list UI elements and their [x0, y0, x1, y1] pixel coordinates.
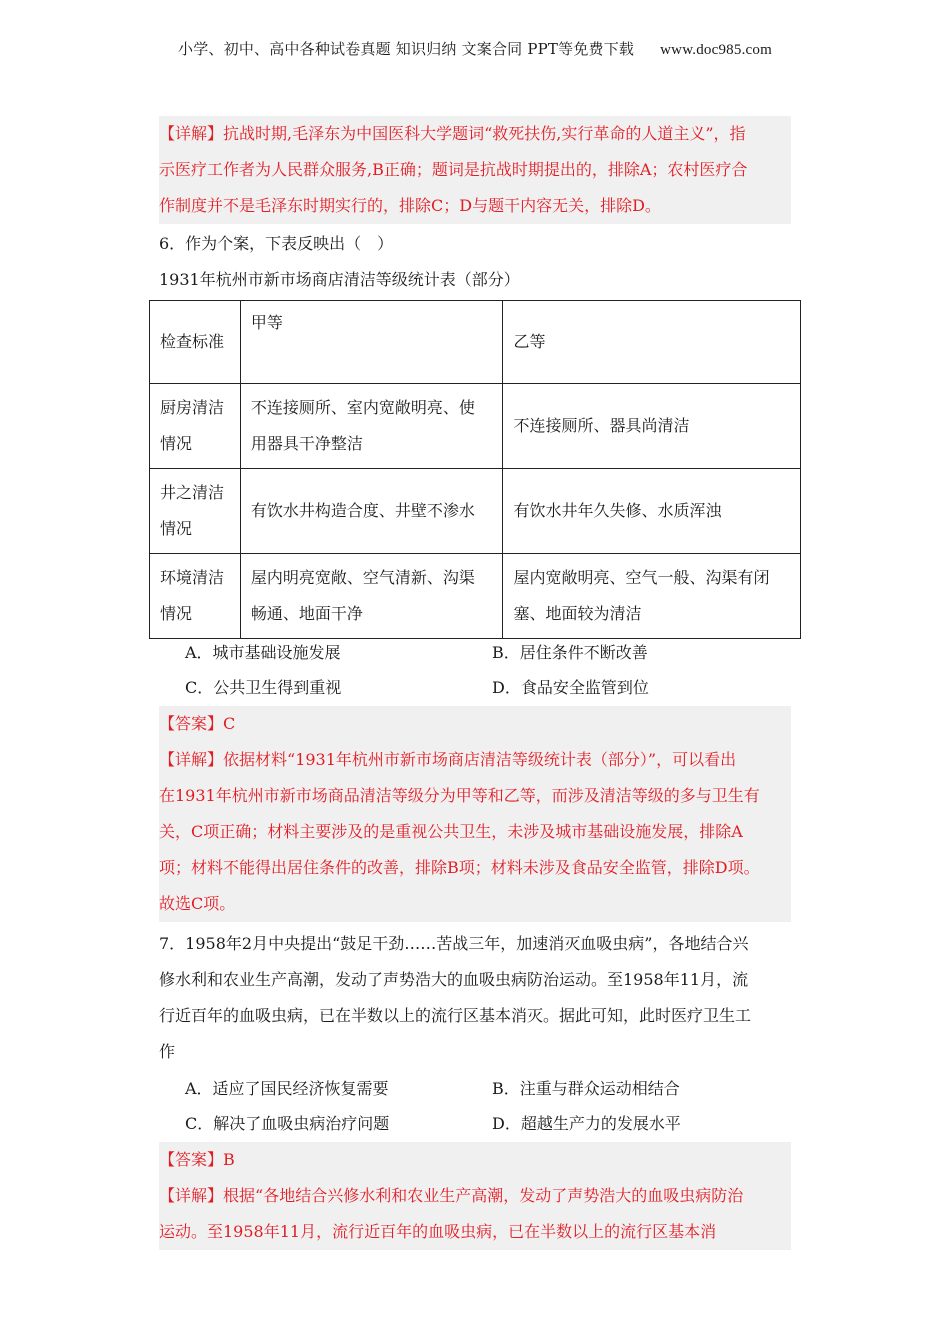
q7-stem-line: 修水利和农业生产高潮，发动了声势浩大的血吸虫病防治运动。至1958年11月，流: [159, 970, 749, 989]
answer-value: C: [223, 714, 236, 733]
q7-option-b[interactable]: B．注重与群众运动相结合: [492, 1079, 680, 1098]
q7-answer: 【答案】B: [159, 1150, 235, 1169]
page-header: [0, 38, 950, 59]
q6-option-a[interactable]: A．城市基础设施发展: [185, 643, 341, 662]
q7-answer-detail: [159, 1142, 791, 1250]
q7-option-a[interactable]: A．适应了国民经济恢复需要: [185, 1079, 389, 1098]
q7-stem-line: 7．1958年2月中央提出“鼓足干劲……苦战三年，加速消灭血吸虫病”，各地结合兴: [159, 934, 749, 953]
table-cell: 井之清洁 情况: [150, 469, 241, 554]
q7-detail-line: 运动。至1958年11月，流行近百年的血吸虫病，已在半数以上的流行区基本消: [159, 1222, 717, 1241]
q6-option-b[interactable]: B．居住条件不断改善: [492, 643, 648, 662]
table-header-cell: 乙等: [503, 301, 801, 384]
table-row: [150, 469, 801, 554]
q6-table-title: 1931年杭州市新市场商店清洁等级统计表（部分）: [159, 270, 520, 289]
q6-answer: 【答案】C: [159, 714, 236, 733]
q7-question: [159, 926, 791, 1070]
q6-detail-line: 关，C项正确；材料主要涉及的是重视公共卫生，未涉及城市基础设施发展，排除A: [159, 822, 743, 841]
q5-detail-line: 示医疗工作者为人民群众服务,B正确；题词是抗战时期提出的，排除A；农村医疗合: [159, 160, 748, 179]
q6-option-c[interactable]: C．公共卫生得到重视: [185, 678, 342, 697]
table-cell: 有饮水井年久失修、水质浑浊: [503, 469, 801, 554]
q6-table-title-block: [159, 262, 791, 298]
cleanliness-table: [149, 300, 801, 639]
table-cell: 厨房清洁 情况: [150, 384, 241, 469]
table-cell: 屋内宽敞明亮、空气一般、沟渠有闭 塞、地面较为清洁: [503, 554, 801, 639]
q6-stem: 6．作为个案，下表反映出（ ）: [159, 234, 394, 253]
q5-detail-line: 作制度并不是毛泽东时期实行的，排除C；D与题干内容无关，排除D。: [159, 196, 661, 215]
table-cell: 环境清洁 情况: [150, 554, 241, 639]
table-row: [150, 384, 801, 469]
q7-stem-line: 行近百年的血吸虫病，已在半数以上的流行区基本消灭。据此可知，此时医疗卫生工: [159, 1006, 752, 1025]
q7-stem-line: 作: [159, 1042, 176, 1061]
answer-value: B: [223, 1150, 235, 1169]
q7-option-c[interactable]: C．解决了血吸虫病治疗问题: [185, 1114, 390, 1133]
q6-question: [159, 226, 791, 262]
q5-detail-line: 【详解】抗战时期,毛泽东为中国医科大学题词“救死扶伤,实行革命的人道主义”，指: [159, 124, 746, 143]
q6-detail-line: 【详解】依据材料“1931年杭州市新市场商店清洁等级统计表（部分）”，可以看出: [159, 750, 737, 769]
q6-detail-line: 故选C项。: [159, 894, 236, 913]
q5-detail: [159, 116, 791, 224]
q6-detail-line: 在1931年杭州市新市场商品清洁等级分为甲等和乙等，而涉及清洁等级的多与卫生有: [159, 786, 760, 805]
table-cell: 不连接厕所、器具尚清洁: [503, 384, 801, 469]
q6-detail-line: 项；材料不能得出居住条件的改善，排除B项；材料未涉及食品安全监管，排除D项。: [159, 858, 760, 877]
table-row: [150, 554, 801, 639]
table-cell: 不连接厕所、室内宽敞明亮、使 用器具干净整洁: [240, 384, 503, 469]
table-cell: 有饮水井构造合度、井壁不渗水: [240, 469, 503, 554]
table-header-cell: 甲等: [240, 301, 503, 384]
q7-option-d[interactable]: D．超越生产力的发展水平: [492, 1114, 681, 1133]
header-site: www.doc985.com: [660, 42, 772, 58]
table-header-cell: 检查标准: [150, 301, 241, 384]
table-cell: 屋内明亮宽敞、空气清新、沟渠 畅通、地面干净: [240, 554, 503, 639]
table-header-row: [150, 301, 801, 384]
q6-answer-detail: [159, 706, 791, 922]
q6-option-d[interactable]: D．食品安全监管到位: [492, 678, 649, 697]
q7-detail-line: 【详解】根据“各地结合兴修水利和农业生产高潮，发动了声势浩大的血吸虫病防治: [159, 1186, 744, 1205]
detail-label: 【详解】: [159, 124, 224, 143]
header-text: 小学、初中、高中各种试卷真题 知识归纳 文案合同 PPT等免费下载: [178, 40, 635, 58]
